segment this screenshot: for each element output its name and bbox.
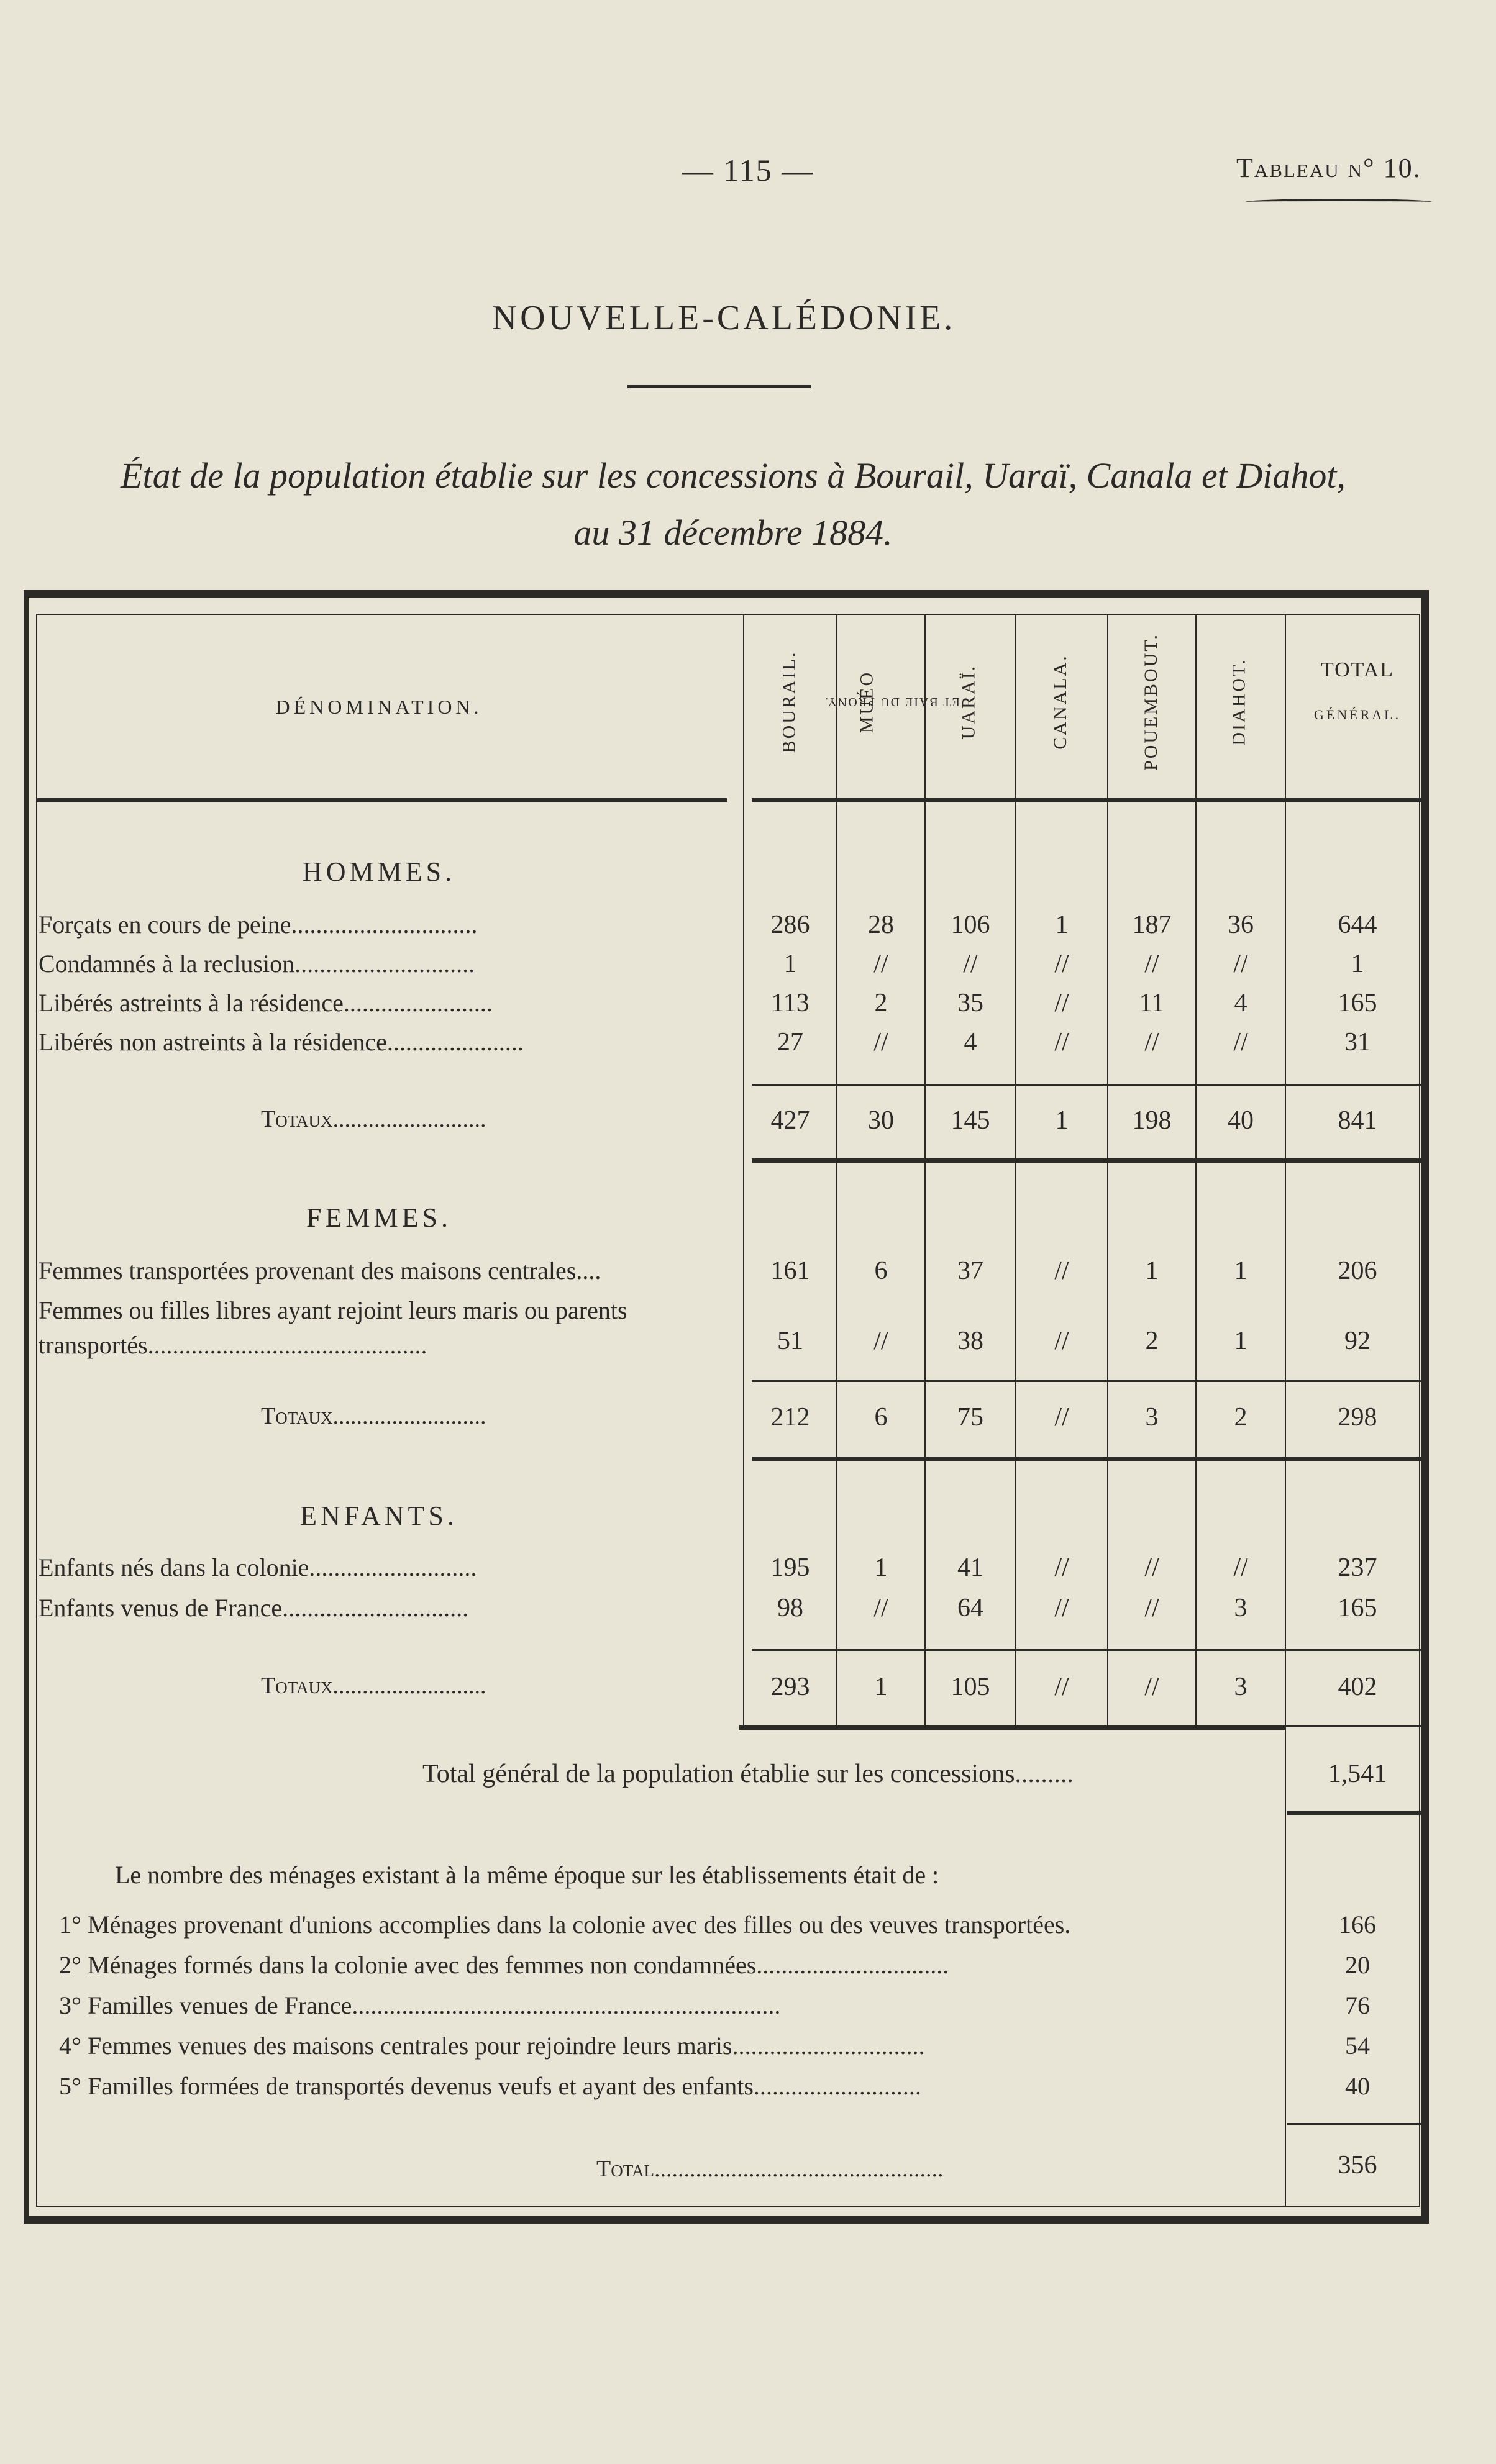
table-cell: 2: [1145, 1327, 1159, 1355]
header-rule: [37, 798, 727, 802]
table-cell: 27: [777, 1028, 803, 1057]
totals-cell: 2: [1234, 1403, 1247, 1432]
table-cell: //: [1144, 1553, 1159, 1582]
table-cell: //: [1054, 989, 1069, 1017]
subtotal-rule: [752, 1084, 1424, 1086]
row-label: Enfants venus de France..............................: [39, 1594, 469, 1622]
header-mueo: MUÉO ET BAIE DU PRONY.: [823, 670, 960, 734]
grand-total-value: 1,541: [1328, 1760, 1387, 1788]
table-cell: 165: [1338, 1594, 1377, 1622]
table-cell: //: [873, 1594, 888, 1622]
table-cell: //: [1054, 950, 1069, 978]
table-cell: 195: [770, 1553, 810, 1582]
menage-item: 1° Ménages provenant d'unions accomplies dans la colonie avec des filles ou des veuves transportées.: [59, 1911, 1071, 1939]
menages-total-label: Total.................................................: [596, 2156, 944, 2182]
table-cell: 165: [1338, 989, 1377, 1017]
menage-item: 4° Femmes venues des maisons centrales pour rejoindre leurs maris...............................: [59, 2032, 925, 2060]
header-diahot: DIAHOT.: [1229, 658, 1249, 746]
table-cell: 286: [770, 911, 810, 939]
totals-cell: 402: [1338, 1673, 1377, 1701]
table-cell: //: [873, 950, 888, 978]
totals-cell: 212: [770, 1403, 810, 1432]
row-label: Libérés non astreints à la résidence......................: [39, 1028, 524, 1056]
table-cell: 2: [874, 989, 888, 1017]
table-cell: 161: [770, 1257, 810, 1285]
grand-total-rule: [1287, 1811, 1424, 1815]
section-rule: [752, 1158, 1424, 1163]
header-denomination: DÉNOMINATION.: [275, 696, 483, 718]
table-cell: //: [1054, 1028, 1069, 1057]
table-reference: Tableau n° 10.: [1236, 153, 1421, 183]
totals-cell: 427: [770, 1106, 810, 1135]
table-cell: //: [1144, 1594, 1159, 1622]
row-label: Libérés astreints à la résidence........................: [39, 989, 493, 1017]
menages-total-value: 356: [1338, 2151, 1377, 2180]
totals-cell: 298: [1338, 1403, 1377, 1432]
table-cell: 6: [874, 1257, 888, 1285]
table-cell: //: [1054, 1327, 1069, 1355]
totals-cell: //: [1144, 1673, 1159, 1701]
totals-cell: 145: [951, 1106, 990, 1135]
totals-cell: 105: [951, 1673, 990, 1701]
totals-cell: 841: [1338, 1106, 1377, 1135]
totals-cell: //: [1054, 1403, 1069, 1432]
totals-label: Totaux..........................: [261, 1403, 486, 1429]
section-heading-hommes: HOMMES.: [302, 857, 456, 887]
table-cell: 38: [957, 1327, 983, 1355]
table-cell: 92: [1344, 1327, 1371, 1355]
table-cell: 64: [957, 1594, 983, 1622]
table-cell: 11: [1139, 989, 1165, 1017]
page-number: — 115 —: [682, 153, 814, 188]
header-bourail: BOURAIL.: [778, 650, 799, 753]
menage-value: 76: [1345, 1991, 1370, 2019]
table-cell: 31: [1344, 1028, 1371, 1057]
menage-value: 40: [1345, 2072, 1370, 2100]
row-label: Femmes transportées provenant des maisons centrales....: [39, 1257, 601, 1284]
table-cell: 206: [1338, 1257, 1377, 1285]
menage-value: 54: [1345, 2032, 1370, 2060]
table-cell: 237: [1338, 1553, 1377, 1582]
totals-cell: 1: [874, 1673, 888, 1701]
table-cell: 1: [1234, 1257, 1247, 1285]
header-pouembout: POUEMBOUT.: [1141, 633, 1162, 771]
table-cell: //: [1054, 1257, 1069, 1285]
menage-item: 3° Familles venues de France.....................................................................: [59, 1991, 781, 2019]
table-cell: 98: [777, 1594, 803, 1622]
totals-label: Totaux..........................: [261, 1106, 486, 1132]
table-cell: 4: [964, 1028, 977, 1057]
table-cell: 3: [1234, 1594, 1247, 1622]
table-cell: 1: [1145, 1257, 1159, 1285]
subtitle-line-2: au 31 décembre 1884.: [573, 512, 893, 553]
table-cell: //: [1144, 950, 1159, 978]
table-cell: //: [1144, 1028, 1159, 1057]
totals-cell: 6: [874, 1403, 888, 1432]
subtitle-line-1: État de la population établie sur les concessions à Bourail, Uaraï, Canala et Diahot,: [121, 455, 1346, 496]
page-title: NOUVELLE-CALÉDONIE.: [491, 299, 956, 337]
page-subtitle: [37, 447, 1429, 561]
table-cell: 35: [957, 989, 983, 1017]
totals-cell: 3: [1145, 1403, 1159, 1432]
totals-cell: 1: [1055, 1106, 1069, 1135]
table-cell: 37: [957, 1257, 983, 1285]
menage-value: 20: [1345, 1951, 1370, 1979]
table-cell: //: [1054, 1553, 1069, 1582]
grand-total-label: Total général de la population établie sur les concessions.........: [422, 1760, 1074, 1788]
header-total: TOTAL GÉNÉRAL.: [1313, 658, 1402, 722]
row-label: Forçats en cours de peine..............................: [39, 911, 478, 939]
table-cell: //: [873, 1028, 888, 1057]
row-label: Femmes ou filles libres ayant rejoint leurs maris ou parents transportés.............................................: [39, 1296, 627, 1359]
row-label: Enfants nés dans la colonie...........................: [39, 1553, 477, 1581]
menages-total-rule: [1287, 2123, 1424, 2125]
table-cell: 1: [1234, 1327, 1247, 1355]
table-cell: //: [963, 950, 978, 978]
table-cell: 644: [1338, 911, 1377, 939]
table-cell: 1: [1351, 950, 1364, 978]
table-cell: //: [1233, 1028, 1248, 1057]
menage-item: 5° Familles formées de transportés devenus veufs et ayant des enfants...........................: [59, 2072, 921, 2100]
total-column-rule: [1286, 1725, 1424, 1727]
totals-cell: 40: [1228, 1106, 1254, 1135]
table-bottom-rule: [739, 1725, 1286, 1730]
table-cell: //: [873, 1327, 888, 1355]
menage-value: 166: [1339, 1911, 1376, 1939]
title-rule: [627, 385, 811, 388]
table-cell: 28: [868, 911, 894, 939]
header-canala: CANALA.: [1050, 654, 1070, 750]
totals-cell: 198: [1132, 1106, 1172, 1135]
header-rule: [752, 798, 1424, 802]
section-heading-enfants: ENFANTS.: [300, 1501, 458, 1531]
table-reference-underline: [1246, 199, 1432, 205]
totals-label: Totaux..........................: [261, 1673, 486, 1699]
table-cell: //: [1233, 1553, 1248, 1582]
totals-cell: 75: [957, 1403, 983, 1432]
table-cell: 41: [957, 1553, 983, 1582]
table-cell: //: [1054, 1594, 1069, 1622]
header-uarai: UARAÏ.: [958, 664, 978, 740]
menage-item: 2° Ménages formés dans la colonie avec des femmes non condamnées...............................: [59, 1951, 949, 1979]
table-cell: 106: [951, 911, 990, 939]
table-cell: //: [1233, 950, 1248, 978]
table-cell: 1: [1055, 911, 1069, 939]
table-cell: 4: [1234, 989, 1247, 1017]
totals-cell: 293: [770, 1673, 810, 1701]
table-cell: 113: [771, 989, 810, 1017]
table-cell: 1: [783, 950, 797, 978]
section-heading-femmes: FEMMES.: [306, 1202, 452, 1233]
totals-cell: 30: [868, 1106, 894, 1135]
menages-intro: Le nombre des ménages existant à la même époque sur les établissements était de :: [115, 1861, 939, 1889]
subtotal-rule: [752, 1649, 1424, 1651]
table-cell: 51: [777, 1327, 803, 1355]
table-cell: 187: [1132, 911, 1172, 939]
section-rule: [752, 1457, 1424, 1461]
totals-cell: //: [1054, 1673, 1069, 1701]
row-label: Condamnés à la reclusion.............................: [39, 950, 475, 978]
table-cell: 1: [874, 1553, 888, 1582]
totals-cell: 3: [1234, 1673, 1247, 1701]
table-cell: 36: [1228, 911, 1254, 939]
subtotal-rule: [752, 1380, 1424, 1382]
